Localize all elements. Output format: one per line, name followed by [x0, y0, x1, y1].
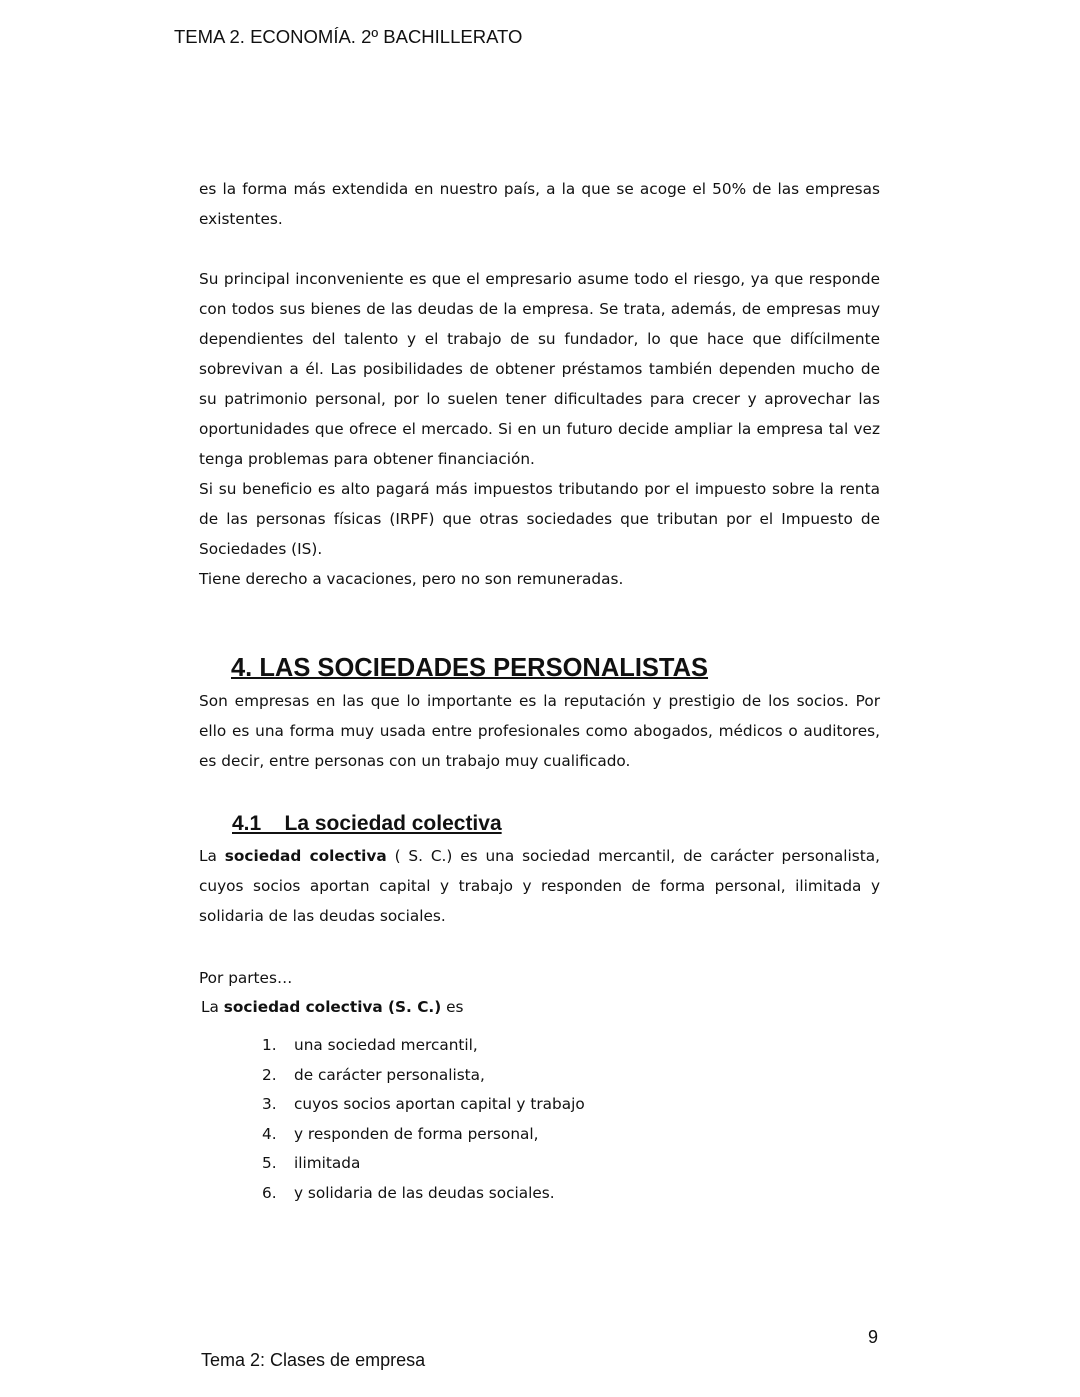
section-heading: 4. LAS SOCIEDADES PERSONALISTAS [231, 654, 709, 682]
list-number: 1. [262, 1036, 277, 1054]
bold-term: sociedad colectiva (S. C.) [223, 998, 442, 1016]
list-number: 5. [262, 1154, 277, 1172]
page-header: TEMA 2. ECONOMÍA. 2º BACHILLERATO [174, 26, 523, 47]
paragraph: Tiene derecho a vacaciones, pero no son remuneradas. [199, 570, 624, 588]
list-number: 4. [262, 1124, 277, 1143]
list-item [262, 1120, 585, 1150]
text: La [201, 998, 224, 1016]
paragraph: es la forma más extendida en nuestro país, a la que se acoge el 50% de las empresas existentes. [199, 180, 880, 228]
list-item [262, 1061, 585, 1091]
definition [199, 841, 880, 931]
list-number: 2. [262, 1065, 277, 1084]
paragraph: Si su beneficio es alto pagará más impuestos tributando por el impuesto sobre la renta de las personas físicas (IRPF) que otras sociedades que tributan por el Impuesto de Sociedades (IS). [199, 480, 880, 558]
paragraph: Su principal inconveniente es que el empresario asume todo el riesgo, ya que responde con todos sus bienes de las deudas de la empresa. Se trata, además, de empresas muy dependientes del talento y el trabajo de su fundador, lo que hace que difícilmente sobrevivan a él. Las posibilidades de obtener préstamos también dependen mucho de su patrimonio personal, por lo suelen tener dificultades para crecer y aprovechar las oportunidades que ofrece el mercado. Si en un futuro decide ampliar la empresa tal vez tenga problemas para obtener financiación. [199, 270, 880, 468]
list-number: 6. [262, 1183, 277, 1202]
text: La [199, 847, 225, 865]
section-body [199, 686, 880, 776]
text: es [441, 998, 464, 1016]
list-text: ilimitada [294, 1154, 361, 1172]
list-text: una sociedad mercantil, [294, 1036, 478, 1054]
list-item [262, 1179, 585, 1209]
numbered-list [262, 1031, 585, 1208]
paragraph [199, 841, 880, 931]
list-item [262, 1149, 585, 1179]
paragraph: Son empresas en las que lo importante es la reputación y prestigio de los socios. Por ello es una forma muy usada entre profesionales como abogados, médicos o auditores, es decir, entre personas con un trabajo muy cualificado. [199, 692, 880, 770]
page-number: 9 [868, 1327, 879, 1347]
por-partes: Por partes… [199, 969, 293, 987]
list-text: y solidaria de las deudas sociales. [294, 1183, 555, 1202]
list-text: cuyos socios aportan capital y trabajo [294, 1095, 585, 1113]
list-text: y responden de forma personal, [294, 1124, 539, 1143]
intro-text [199, 174, 880, 594]
list-number: 3. [262, 1095, 277, 1113]
list-intro [201, 992, 882, 1022]
page-footer: Tema 2: Clases de empresa [201, 1350, 426, 1370]
list-item [262, 1090, 585, 1120]
text: ( S. C.) es una sociedad mercantil, de carácter personalista, cuyos socios aportan capital y trabajo y responden de forma personal, ilimitada y solidaria de las deudas sociales. [199, 847, 881, 925]
bold-term: sociedad colectiva [224, 847, 387, 865]
list-text: de carácter personalista, [294, 1065, 485, 1084]
subsection-heading: 4.1 La sociedad colectiva [232, 812, 502, 835]
list-item [262, 1031, 585, 1061]
